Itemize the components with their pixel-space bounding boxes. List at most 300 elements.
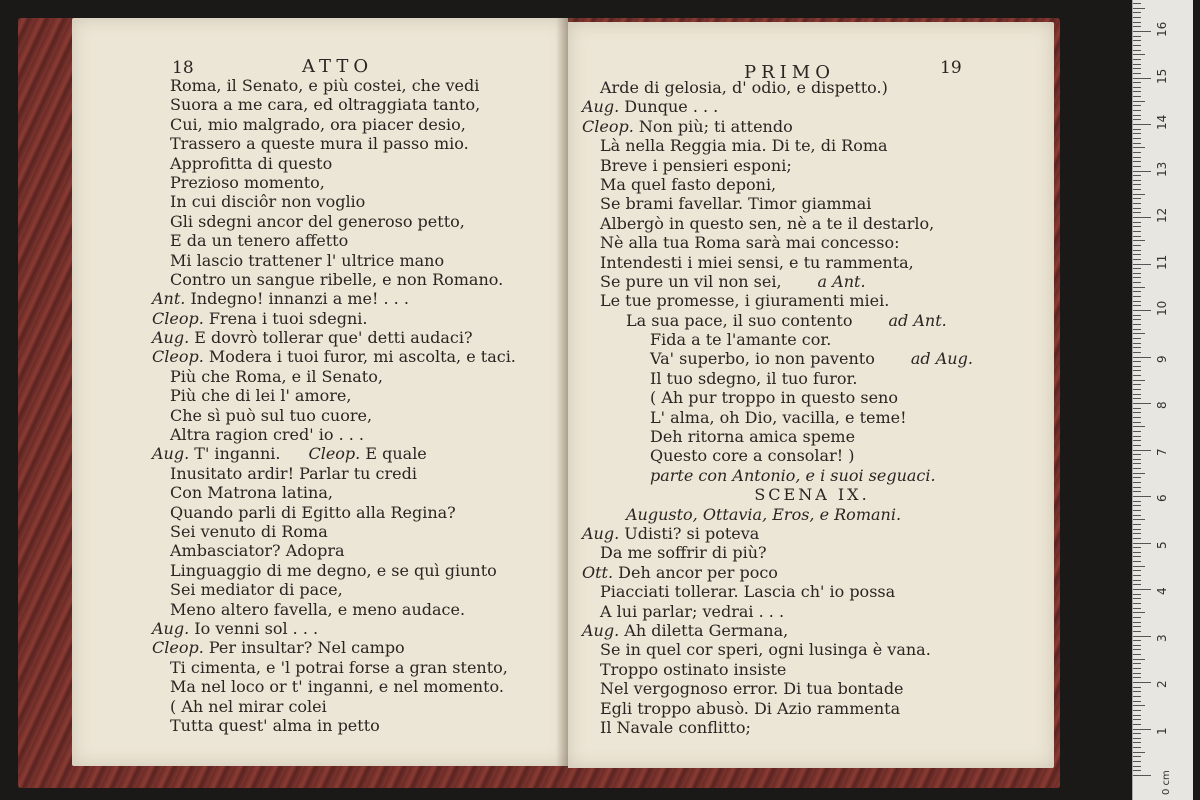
ruler-tick	[1133, 412, 1141, 413]
ruler-tick	[1133, 245, 1141, 246]
ruler-tick	[1133, 240, 1145, 241]
ruler-tick	[1133, 482, 1141, 483]
verse-text: Inusitato ardir! Parlar tu credi	[170, 463, 417, 483]
ruler-number: 13	[1155, 161, 1169, 177]
text-line	[152, 347, 622, 366]
verse-text: Cui, mio malgrado, ora piacer desio,	[170, 114, 466, 134]
ruler-tick	[1133, 3, 1141, 4]
text-line	[582, 524, 1042, 543]
text-line	[582, 699, 1042, 718]
verse-text: E dovrò tollerar que' detti audaci?	[189, 328, 473, 348]
ruler-tick	[1133, 115, 1141, 116]
verse-text: Mi lascio trattener l' ultrice mano	[170, 250, 445, 270]
text-line	[152, 386, 622, 405]
text-line	[152, 134, 622, 153]
ruler-tick	[1133, 501, 1141, 502]
speaker-label: Aug.	[582, 97, 620, 117]
ruler-number: 11	[1155, 254, 1169, 270]
verse-text: Meno altero favella, e meno audace.	[170, 599, 466, 619]
verse-text: Più che di lei l' amore,	[170, 386, 352, 406]
stage-note: ad Aug.	[910, 349, 973, 369]
speaker-label: Aug.	[152, 444, 190, 464]
text-line	[152, 367, 622, 386]
ruler-tick	[1133, 445, 1141, 446]
verse-text: Questo core a consolar! )	[650, 446, 855, 466]
verse-text: Intendesti i miei sensi, e tu rammenta,	[600, 252, 914, 272]
verse-text: Approfitta di questo	[170, 153, 333, 173]
text-line	[152, 541, 622, 560]
ruler-number: 12	[1155, 207, 1169, 223]
ruler-tick	[1133, 422, 1141, 423]
stage-direction: parte con Antonio, e i suoi seguaci.	[650, 465, 936, 485]
ruler-tick	[1133, 264, 1151, 265]
ruler-tick	[1133, 184, 1141, 185]
ruler-tick	[1133, 194, 1145, 195]
ruler-tick	[1133, 570, 1141, 571]
text-line	[152, 658, 622, 677]
ruler-tick	[1133, 663, 1141, 664]
ruler-tick	[1133, 82, 1141, 83]
text-line	[152, 697, 622, 716]
verse-text: ( Ah pur troppo in questo seno	[650, 388, 898, 408]
ruler-number: 15	[1155, 68, 1169, 84]
verse-text: Va' superbo, io non pavento	[650, 349, 875, 369]
text-line	[152, 522, 622, 541]
text-line	[582, 466, 1042, 485]
ruler-tick	[1133, 222, 1141, 223]
ruler-tick	[1133, 96, 1141, 97]
ruler-tick	[1133, 491, 1141, 492]
speaker-label: Cleop.	[308, 444, 361, 464]
ruler-number: 9	[1155, 354, 1169, 363]
ruler-tick	[1133, 166, 1141, 167]
ruler-tick	[1133, 468, 1141, 469]
ruler-tick	[1133, 236, 1141, 237]
text-line	[152, 328, 622, 347]
ruler-tick	[1133, 682, 1151, 683]
left-page-text	[152, 76, 622, 735]
left-running-title: ATTO	[302, 56, 374, 77]
text-line	[582, 660, 1042, 679]
ruler-tick	[1133, 338, 1141, 339]
ruler-tick	[1133, 701, 1141, 702]
ruler-tick	[1133, 729, 1151, 730]
ruler-tick	[1133, 26, 1141, 27]
text-line	[152, 619, 622, 638]
ruler-tick	[1133, 687, 1141, 688]
verse-text: L' alma, oh Dio, vacilla, e teme!	[650, 407, 907, 427]
ruler-tick	[1133, 68, 1141, 69]
text-line	[582, 621, 1042, 640]
ruler-tick	[1133, 724, 1141, 725]
ruler-tick	[1133, 561, 1141, 562]
verse-text: Indegno! innanzi a me! . . .	[185, 289, 409, 309]
ruler-tick	[1133, 361, 1141, 362]
ruler-number: 2	[1155, 680, 1169, 688]
ruler-tick	[1133, 22, 1141, 23]
verse-text: Se in quel cor speri, ogni lusinga è vana.	[600, 640, 931, 660]
ruler-tick	[1133, 133, 1141, 134]
speaker-label: Cleop.	[152, 638, 204, 658]
ruler-tick	[1133, 36, 1141, 37]
ruler-tick	[1133, 645, 1141, 646]
ruler-tick	[1133, 440, 1141, 441]
ruler-unit-label: 0 cm	[1161, 770, 1172, 795]
ruler-tick	[1133, 171, 1151, 172]
text-line	[582, 388, 1042, 407]
verse-text: Nel vergognoso error. Di tua bontade	[600, 679, 904, 699]
text-line	[152, 425, 622, 444]
ruler-tick	[1133, 477, 1141, 478]
text-line	[152, 716, 622, 735]
ruler-tick	[1133, 710, 1141, 711]
ruler-tick	[1133, 54, 1145, 55]
text-line	[582, 369, 1042, 388]
ruler-tick	[1133, 50, 1141, 51]
scene-heading: SCENA IX.	[754, 485, 870, 505]
text-line	[582, 330, 1042, 349]
verse-text: Il Navale conflitto;	[600, 717, 751, 737]
verse-text: Albergò in questo sen, nè a te il destarlo,	[600, 213, 935, 233]
ruler-tick	[1133, 143, 1141, 144]
verse-text: Sei mediator di pace,	[170, 580, 343, 600]
verse-text: Ti cimenta, e 'l potrai forse a gran stento,	[170, 657, 508, 677]
ruler-tick	[1133, 64, 1141, 65]
ruler-tick	[1133, 398, 1141, 399]
ruler-tick	[1133, 17, 1141, 18]
speaker-label: Ant.	[152, 289, 186, 309]
verse-text: Per insultar? Nel campo	[203, 638, 405, 658]
verse-text: Linguaggio di me degno, e se quì giunto	[170, 560, 497, 580]
text-line	[152, 192, 622, 211]
verse-text: Tutta quest' alma in petto	[170, 715, 380, 735]
verse-text: Contro un sangue ribelle, e non Romano.	[170, 269, 504, 289]
ruler-tick	[1133, 296, 1141, 297]
verse-text: Sei venuto di Roma	[170, 521, 328, 541]
ruler-tick	[1133, 696, 1141, 697]
text-line	[582, 427, 1042, 446]
ruler-tick	[1133, 124, 1151, 125]
verse-text: Ma quel fasto deponi,	[600, 174, 777, 194]
ruler-tick	[1133, 277, 1141, 278]
ruler-tick	[1133, 208, 1141, 209]
right-page-number: 19	[940, 58, 962, 78]
ruler-tick	[1133, 566, 1145, 567]
ruler-tick	[1133, 254, 1141, 255]
ruler-tick	[1133, 515, 1141, 516]
speaker-label: Cleop.	[152, 308, 204, 328]
text-line	[582, 505, 1042, 524]
ruler-tick	[1133, 589, 1151, 590]
text-line	[152, 677, 622, 696]
ruler-tick	[1133, 668, 1141, 669]
text-line	[152, 580, 622, 599]
ruler-number: 14	[1155, 114, 1169, 130]
ruler-number: 1	[1155, 726, 1169, 735]
verse-text: ( Ah nel mirar colei	[170, 696, 327, 716]
ruler-tick	[1133, 598, 1141, 599]
ruler-tick	[1133, 40, 1141, 41]
ruler-tick	[1133, 408, 1141, 409]
ruler-tick	[1133, 761, 1141, 762]
ruler-tick	[1133, 147, 1145, 148]
ruler-tick	[1133, 547, 1141, 548]
ruler-tick	[1133, 343, 1141, 344]
verse-text: Suora a me cara, ed oltraggiata tanto,	[170, 95, 481, 115]
text-line	[582, 408, 1042, 427]
ruler-tick	[1133, 315, 1141, 316]
ruler-tick	[1133, 659, 1145, 660]
ruler-tick	[1133, 612, 1145, 613]
ruler-tick	[1133, 310, 1151, 311]
ruler-tick	[1133, 766, 1141, 767]
text-line	[582, 446, 1042, 465]
ruler-tick	[1133, 301, 1141, 302]
verse-text: La sua pace, il suo contento	[626, 310, 853, 330]
stage-note: a Ant.	[817, 271, 866, 291]
ruler-tick	[1133, 775, 1151, 776]
ruler-number: 5	[1155, 540, 1169, 549]
ruler-tick	[1133, 691, 1141, 692]
verse-text: Deh ancor per poco	[613, 562, 778, 582]
ruler-tick	[1133, 110, 1141, 111]
text-line	[152, 270, 622, 289]
verse-text: A lui parlar; vedrai . . .	[600, 601, 785, 621]
verse-text: Troppo ostinato insiste	[600, 659, 787, 679]
ruler-tick	[1133, 73, 1141, 74]
verse-text: Egli troppo abusò. Di Azio rammenta	[600, 698, 901, 718]
ruler-tick	[1133, 352, 1141, 353]
ruler-tick	[1133, 12, 1141, 13]
ruler-tick	[1133, 259, 1141, 260]
text-line	[582, 194, 1042, 213]
ruler-tick	[1133, 394, 1141, 395]
ruler-tick	[1133, 138, 1141, 139]
ruler-tick	[1133, 287, 1145, 288]
verse-text: Breve i pensieri esponi;	[600, 155, 792, 175]
verse-text: Se brami favellar. Timor giammai	[600, 194, 872, 214]
ruler-tick	[1133, 431, 1141, 432]
ruler-tick	[1133, 524, 1141, 525]
ruler-tick	[1133, 282, 1141, 283]
ruler-tick	[1133, 305, 1141, 306]
text-line	[582, 485, 1042, 504]
text-line	[582, 117, 1042, 136]
ruler-tick	[1133, 380, 1145, 381]
text-line	[582, 156, 1042, 175]
ruler-tick	[1133, 91, 1141, 92]
ruler-number: 10	[1155, 300, 1169, 316]
ruler-tick	[1133, 552, 1141, 553]
ruler-tick	[1133, 505, 1141, 506]
verse-text: Se pure un vil non sei,	[600, 271, 782, 291]
left-page-number: 18	[172, 58, 194, 78]
text-line	[582, 718, 1042, 737]
ruler-tick	[1133, 347, 1141, 348]
ruler-number: 6	[1155, 494, 1169, 502]
ruler-number: 3	[1155, 633, 1169, 642]
text-line	[582, 78, 1042, 97]
speaker-label: Aug.	[582, 523, 620, 543]
ruler-tick	[1133, 603, 1141, 604]
ruler-tick	[1133, 459, 1141, 460]
ruler-tick	[1133, 78, 1151, 79]
ruler-tick	[1133, 622, 1141, 623]
ruler-tick	[1133, 175, 1141, 176]
ruler-tick	[1133, 543, 1151, 544]
text-line	[152, 289, 622, 308]
speaker-label: Cleop.	[582, 116, 634, 136]
verse-text: T' inganni.	[189, 444, 281, 464]
text-line	[582, 272, 1042, 291]
verse-text: Più che Roma, e il Senato,	[170, 366, 383, 386]
ruler-tick	[1133, 319, 1141, 320]
verse-text: Deh ritorna amica speme	[650, 427, 856, 447]
text-line	[152, 212, 622, 231]
ruler-tick	[1133, 626, 1141, 627]
text-line	[582, 291, 1042, 310]
ruler-tick	[1133, 673, 1141, 674]
ruler-tick	[1133, 594, 1141, 595]
text-line	[152, 464, 622, 483]
text-line	[152, 173, 622, 192]
ruler-tick	[1133, 756, 1141, 757]
ruler-tick	[1133, 268, 1141, 269]
verse-text: Ambasciator? Adopra	[170, 541, 345, 561]
verse-text: Altra ragion cred' io . . .	[170, 425, 365, 445]
text-line	[582, 214, 1042, 233]
ruler-tick	[1133, 161, 1141, 162]
ruler-tick	[1133, 584, 1141, 585]
ruler-tick	[1133, 640, 1141, 641]
ruler-tick	[1133, 677, 1141, 678]
ruler-tick	[1133, 366, 1141, 367]
ruler-tick	[1133, 403, 1151, 404]
text-line	[582, 543, 1042, 562]
ruler-tick	[1133, 250, 1141, 251]
ruler-tick	[1133, 217, 1151, 218]
verse-text: Quando parli di Egitto alla Regina?	[170, 502, 456, 522]
ruler-tick	[1133, 273, 1141, 274]
ruler-tick	[1133, 389, 1141, 390]
text-line	[582, 602, 1042, 621]
ruler-tick	[1133, 357, 1151, 358]
ruler-tick	[1133, 487, 1141, 488]
ruler-tick	[1133, 417, 1141, 418]
verse-text: Roma, il Senato, e più costei, che vedi	[170, 76, 480, 95]
ruler-tick	[1133, 189, 1141, 190]
ruler-tick	[1133, 463, 1141, 464]
text-line	[582, 136, 1042, 155]
ruler-tick	[1133, 226, 1141, 227]
verse-text: Piacciati tollerar. Lascia ch' io possa	[600, 582, 896, 602]
verse-text: Dunque . . .	[619, 97, 719, 117]
ruler-tick	[1133, 31, 1151, 32]
stage-direction: Augusto, Ottavia, Eros, e Romani.	[626, 504, 902, 524]
ruler-tick	[1133, 529, 1141, 530]
text-line	[152, 154, 622, 173]
ruler-tick	[1133, 436, 1141, 437]
ruler-tick	[1133, 538, 1141, 539]
right-page	[568, 22, 1054, 768]
text-line	[582, 640, 1042, 659]
verse-text: Il tuo sdegno, il tuo furor.	[650, 368, 858, 388]
text-line	[152, 76, 622, 95]
text-line	[582, 311, 1042, 330]
ruler-tick	[1133, 496, 1151, 497]
speaker-label: Aug.	[152, 618, 190, 638]
text-line	[152, 251, 622, 270]
ruler-tick	[1133, 157, 1141, 158]
speaker-label: Aug.	[152, 328, 190, 348]
verse-text: Ah diletta Germana,	[619, 620, 789, 640]
right-running-title: PRIMO	[744, 62, 835, 83]
ruler-tick	[1133, 180, 1141, 181]
stage-note: ad Ant.	[888, 310, 947, 330]
verse-text: Frena i tuoi sdegni.	[203, 308, 368, 328]
text-line	[152, 483, 622, 502]
right-page-text	[582, 78, 1042, 737]
verse-text: Che sì può sul tuo cuore,	[170, 405, 373, 425]
ruler-tick	[1133, 752, 1145, 753]
verse-text: Nè alla tua Roma sarà mai concesso:	[600, 233, 900, 253]
ruler-number: 7	[1155, 447, 1169, 456]
ruler-tick	[1133, 742, 1141, 743]
ruler-tick	[1133, 473, 1145, 474]
ruler-tick	[1133, 636, 1151, 637]
text-line	[582, 175, 1042, 194]
text-line	[152, 406, 622, 425]
text-line	[152, 309, 622, 328]
ruler-tick	[1133, 291, 1141, 292]
left-page	[72, 18, 568, 766]
speaker-label: Ott.	[582, 562, 614, 582]
ruler-tick	[1133, 747, 1141, 748]
text-line	[582, 679, 1042, 698]
ruler-tick	[1133, 129, 1141, 130]
verse-text: Prezioso momento,	[170, 172, 325, 192]
ruler-tick	[1133, 87, 1141, 88]
verse-text: Da me soffrir di più?	[600, 543, 767, 563]
text-line	[152, 231, 622, 250]
speaker-label: Aug.	[582, 620, 620, 640]
verse-text: Gli sdegni ancor del generoso petto,	[170, 211, 465, 231]
ruler-tick	[1133, 119, 1141, 120]
ruler-tick	[1133, 580, 1141, 581]
ruler-tick	[1133, 8, 1145, 9]
ruler-tick	[1133, 617, 1141, 618]
verse-text: Modera i tuoi furor, mi ascolta, e taci.	[203, 347, 516, 367]
ruler-tick	[1133, 715, 1141, 716]
ruler-tick	[1133, 333, 1145, 334]
ruler-tick	[1133, 384, 1141, 385]
ruler-tick	[1133, 203, 1141, 204]
ruler-tick	[1133, 324, 1141, 325]
ruler-tick	[1133, 450, 1151, 451]
ruler-tick	[1133, 770, 1141, 771]
ruler-tick	[1133, 212, 1141, 213]
verse-text: Le tue promesse, i giuramenti miei.	[600, 291, 890, 311]
ruler-tick	[1133, 733, 1141, 734]
text-line	[152, 95, 622, 117]
verse-text: Con Matrona latina,	[170, 483, 333, 503]
ruler-tick	[1133, 454, 1141, 455]
ruler-tick	[1133, 738, 1141, 739]
ruler-tick	[1133, 510, 1141, 511]
ruler-tick	[1133, 608, 1141, 609]
text-line	[152, 503, 622, 522]
verse-text: Là nella Reggia mia. Di te, di Roma	[600, 136, 888, 156]
